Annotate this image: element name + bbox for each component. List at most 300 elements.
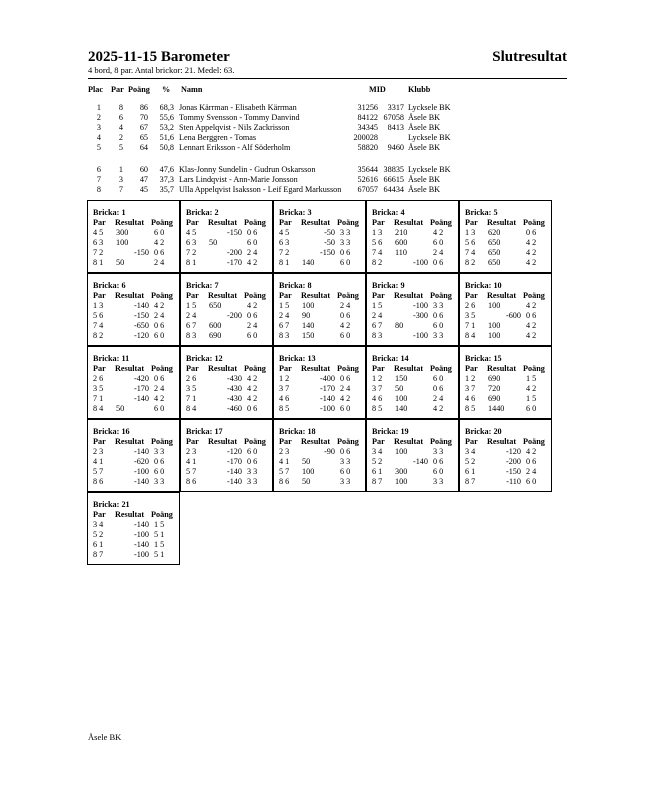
board-label: Bricka:	[465, 354, 492, 363]
board-points: 5 1	[154, 550, 165, 559]
event-summary: 4 bord, 8 par. Antal brickor: 21. Medel: 63.	[88, 65, 235, 75]
board-points: 3 3	[340, 457, 351, 466]
board-pair: 8 5	[279, 404, 290, 413]
board-pair: 7 4	[93, 321, 104, 330]
board-result-ew: -140	[133, 394, 149, 403]
board-pair: 4 6	[372, 394, 383, 403]
board-title	[465, 208, 498, 217]
result-pct: 53,2	[159, 123, 174, 132]
board-points: 2 4	[340, 384, 351, 393]
board-result-ns: 100	[116, 238, 129, 247]
board-result-ns: 650	[209, 301, 222, 310]
board-pair: 3 7	[279, 384, 290, 393]
board-points: 0 6	[340, 248, 351, 257]
board-2	[180, 200, 273, 273]
board-points: 1 5	[526, 374, 537, 383]
board-col-par: Par	[279, 364, 292, 373]
board-label: Bricka:	[279, 281, 306, 290]
board-pair: 1 3	[93, 301, 104, 310]
board-result-ns: 1440	[488, 404, 505, 413]
board-title	[372, 427, 409, 436]
result-plac: 4	[96, 133, 101, 142]
board-result-ew: -140	[133, 447, 149, 456]
board-col-par: Par	[279, 437, 292, 446]
board-points: 6 0	[526, 477, 537, 486]
board-points: 4 2	[526, 258, 537, 267]
board-result-ew: -50	[324, 238, 335, 247]
board-points: 4 2	[526, 238, 537, 247]
board-points: 2 4	[247, 321, 258, 330]
board-pair: 8 4	[186, 404, 197, 413]
board-label: Bricka:	[186, 208, 213, 217]
result-plac: 1	[96, 103, 101, 112]
board-col-points: Poäng	[151, 364, 173, 373]
result-klubb: Lycksele BK	[408, 133, 451, 142]
board-col-points: Poäng	[244, 218, 266, 227]
board-10	[459, 273, 552, 346]
board-pair: 8 6	[93, 477, 104, 486]
board-points: 6 0	[247, 331, 258, 340]
board-pair: 6 7	[279, 321, 290, 330]
results-header-2: Poäng	[128, 85, 150, 94]
board-pair: 7 2	[93, 248, 104, 257]
board-points: 4 2	[154, 238, 165, 247]
board-points: 0 6	[247, 228, 258, 237]
board-points: 0 6	[340, 447, 351, 456]
board-result-ew: -430	[226, 374, 242, 383]
result-klubb: Åsele BK	[408, 113, 441, 122]
board-result-ew: -100	[412, 301, 428, 310]
board-points: 0 6	[247, 311, 258, 320]
board-col-points: Poäng	[244, 364, 266, 373]
board-result-ns: 50	[116, 258, 125, 267]
result-pct: 35,7	[159, 185, 174, 194]
board-col-par: Par	[372, 364, 385, 373]
results-header-4: Namn	[181, 85, 203, 94]
board-pair: 4 5	[93, 228, 104, 237]
board-result-ns: 100	[395, 477, 408, 486]
board-result-ew: -170	[226, 258, 242, 267]
board-col-points: Poäng	[430, 291, 452, 300]
board-pair: 8 1	[186, 258, 197, 267]
board-16	[87, 419, 180, 492]
board-result-ew: -150	[133, 311, 149, 320]
board-result-ns: 100	[488, 331, 501, 340]
board-points: 3 3	[340, 477, 351, 486]
board-pair: 4 1	[93, 457, 104, 466]
board-col-result: Resultat	[394, 364, 424, 373]
board-col-points: Poäng	[337, 364, 359, 373]
board-points: 2 4	[433, 248, 444, 257]
board-col-result: Resultat	[301, 291, 331, 300]
board-result-ns: 50	[209, 238, 218, 247]
result-par: 7	[118, 185, 123, 194]
board-points: 0 6	[526, 311, 537, 320]
board-pair: 8 5	[372, 404, 383, 413]
board-pair: 5 7	[93, 467, 104, 476]
result-pct: 37,3	[159, 175, 174, 184]
board-result-ns: 90	[302, 311, 311, 320]
board-title	[372, 281, 405, 290]
board-6	[87, 273, 180, 346]
board-title	[93, 500, 130, 509]
board-result-ns: 650	[488, 248, 501, 257]
board-col-points: Poäng	[151, 510, 173, 519]
board-label: Bricka:	[372, 354, 399, 363]
board-result-ew: -100	[133, 467, 149, 476]
board-result-ew: -100	[133, 530, 149, 539]
board-pair: 8 7	[465, 477, 476, 486]
board-result-ew: -200	[505, 457, 521, 466]
result-namn: Ulla Appelqvist Isaksson - Leif Egard Markusson	[179, 185, 342, 194]
board-label: Bricka:	[372, 427, 399, 436]
board-points: 2 4	[433, 394, 444, 403]
board-col-par: Par	[465, 218, 478, 227]
board-pair: 6 1	[372, 467, 383, 476]
board-col-points: Poäng	[151, 437, 173, 446]
board-pair: 2 3	[93, 447, 104, 456]
board-result-ew: -140	[226, 477, 242, 486]
board-pair: 5 2	[465, 457, 476, 466]
board-number: 9	[398, 281, 405, 290]
board-result-ew: -150	[319, 248, 335, 257]
board-points: 4 2	[247, 258, 258, 267]
board-result-ew: -140	[133, 540, 149, 549]
board-col-par: Par	[93, 364, 106, 373]
board-pair: 7 4	[372, 248, 383, 257]
board-points: 0 6	[154, 321, 165, 330]
board-points: 6 0	[154, 331, 165, 340]
board-result-ew: -170	[133, 384, 149, 393]
board-points: 6 0	[340, 331, 351, 340]
board-number: 7	[212, 281, 219, 290]
board-col-par: Par	[186, 364, 199, 373]
board-result-ew: -120	[133, 331, 149, 340]
board-pair: 8 2	[93, 331, 104, 340]
board-pair: 8 5	[465, 404, 476, 413]
board-points: 6 0	[154, 404, 165, 413]
result-pct: 68,3	[159, 103, 174, 112]
board-3	[273, 200, 366, 273]
board-col-result: Resultat	[487, 291, 517, 300]
board-pair: 3 4	[465, 447, 476, 456]
board-col-result: Resultat	[301, 364, 331, 373]
board-pair: 3 4	[93, 520, 104, 529]
board-result-ew: -600	[505, 311, 521, 320]
board-points: 0 6	[247, 457, 258, 466]
result-mid2: 38835	[383, 165, 404, 174]
board-col-par: Par	[372, 218, 385, 227]
board-result-ns: 600	[209, 321, 222, 330]
board-points: 6 0	[433, 238, 444, 247]
board-title	[465, 427, 502, 436]
board-col-result: Resultat	[115, 291, 145, 300]
board-result-ew: -430	[226, 394, 242, 403]
board-number: 14	[398, 354, 409, 363]
board-label: Bricka:	[279, 354, 306, 363]
board-result-ew: -150	[133, 248, 149, 257]
board-result-ns: 50	[116, 404, 125, 413]
board-result-ns: 110	[395, 248, 407, 257]
board-col-result: Resultat	[301, 437, 331, 446]
result-poang: 70	[139, 113, 148, 122]
board-result-ns: 210	[395, 228, 408, 237]
board-col-par: Par	[279, 218, 292, 227]
board-col-result: Resultat	[487, 218, 517, 227]
board-number: 21	[119, 500, 130, 509]
board-title	[279, 427, 316, 436]
board-pair: 8 6	[279, 477, 290, 486]
board-points: 6 0	[526, 404, 537, 413]
board-number: 5	[491, 208, 498, 217]
board-pair: 6 7	[186, 321, 197, 330]
board-points: 0 6	[433, 311, 444, 320]
board-pair: 4 6	[279, 394, 290, 403]
result-par: 4	[118, 123, 123, 132]
board-points: 6 0	[340, 404, 351, 413]
board-number: 15	[491, 354, 502, 363]
result-mid2: 67058	[383, 113, 404, 122]
board-pair: 3 5	[465, 311, 476, 320]
board-pair: 3 5	[93, 384, 104, 393]
board-col-result: Resultat	[115, 364, 145, 373]
board-pair: 5 2	[93, 530, 104, 539]
board-pair: 8 7	[93, 550, 104, 559]
board-number: 3	[305, 208, 312, 217]
club-footer: Åsele BK	[88, 732, 122, 742]
board-label: Bricka:	[465, 281, 492, 290]
board-pair: 8 1	[279, 258, 290, 267]
board-points: 3 3	[247, 477, 258, 486]
board-points: 4 2	[526, 384, 537, 393]
result-poang: 60	[139, 165, 148, 174]
results-header-6: Klubb	[408, 85, 431, 94]
result-plac: 5	[96, 143, 101, 152]
result-poang: 64	[139, 143, 148, 152]
board-col-result: Resultat	[208, 364, 238, 373]
results-header-5: MID	[369, 85, 386, 94]
result-mid2: 66615	[383, 175, 404, 184]
results-header-1: Par	[111, 85, 124, 94]
result-mid1: 35644	[357, 165, 378, 174]
board-pair: 4 5	[279, 228, 290, 237]
board-pair: 5 6	[93, 311, 104, 320]
board-points: 0 6	[154, 457, 165, 466]
board-col-result: Resultat	[301, 218, 331, 227]
board-result-ns: 100	[488, 321, 501, 330]
page-title: 2025-11-15 Barometer	[88, 49, 230, 65]
board-col-result: Resultat	[394, 291, 424, 300]
board-points: 0 6	[433, 457, 444, 466]
board-points: 4 2	[247, 394, 258, 403]
board-col-par: Par	[279, 291, 292, 300]
board-pair: 2 6	[93, 374, 104, 383]
board-points: 4 2	[340, 394, 351, 403]
board-result-ew: -140	[319, 394, 335, 403]
board-13	[273, 346, 366, 419]
board-number: 1	[119, 208, 126, 217]
board-points: 6 0	[154, 228, 165, 237]
board-result-ns: 140	[302, 258, 315, 267]
result-mid1: 58820	[357, 143, 378, 152]
board-label: Bricka:	[186, 427, 213, 436]
board-17	[180, 419, 273, 492]
board-points: 6 0	[433, 467, 444, 476]
board-pair: 5 6	[465, 238, 476, 247]
result-plac: 7	[96, 175, 101, 184]
header-divider	[88, 78, 567, 79]
board-result-ns: 720	[488, 384, 501, 393]
board-number: 13	[305, 354, 316, 363]
board-label: Bricka:	[465, 208, 492, 217]
board-result-ns: 140	[302, 321, 315, 330]
board-result-ew: -140	[226, 467, 242, 476]
result-poang: 67	[139, 123, 148, 132]
board-label: Bricka:	[186, 354, 213, 363]
board-title	[279, 281, 312, 290]
board-result-ns: 150	[302, 331, 315, 340]
board-pair: 6 1	[465, 467, 476, 476]
board-points: 0 6	[247, 404, 258, 413]
board-label: Bricka:	[93, 354, 120, 363]
board-number: 4	[398, 208, 405, 217]
board-4	[366, 200, 459, 273]
result-plac: 3	[96, 123, 101, 132]
result-namn: Lennart Eriksson - Alf Söderholm	[179, 143, 291, 152]
board-result-ns: 600	[395, 238, 408, 247]
board-pair: 3 7	[465, 384, 476, 393]
board-points: 2 4	[526, 467, 537, 476]
board-result-ns: 300	[395, 467, 408, 476]
board-12	[180, 346, 273, 419]
board-points: 2 4	[154, 311, 165, 320]
board-points: 6 0	[340, 258, 351, 267]
board-col-result: Resultat	[487, 364, 517, 373]
board-pair: 8 2	[465, 258, 476, 267]
board-points: 0 6	[433, 384, 444, 393]
result-klubb: Åsele BK	[408, 143, 441, 152]
board-title	[186, 208, 219, 217]
result-par: 6	[118, 113, 123, 122]
board-pair: 2 6	[465, 301, 476, 310]
board-result-ew: -140	[133, 520, 149, 529]
board-points: 0 6	[526, 457, 537, 466]
board-result-ew: -150	[505, 467, 521, 476]
board-pair: 7 1	[465, 321, 476, 330]
board-title	[372, 354, 409, 363]
board-label: Bricka:	[186, 281, 213, 290]
board-result-ns: 50	[302, 457, 311, 466]
board-result-ns: 100	[395, 447, 408, 456]
board-col-result: Resultat	[487, 437, 517, 446]
board-points: 6 0	[247, 447, 258, 456]
board-pair: 5 6	[372, 238, 383, 247]
board-number: 20	[491, 427, 502, 436]
board-pair: 7 1	[93, 394, 104, 403]
result-namn: Lars Lindqvist - Ann-Marie Jonsson	[179, 175, 298, 184]
board-points: 0 6	[340, 374, 351, 383]
board-pair: 6 3	[93, 238, 104, 247]
board-pair: 4 6	[465, 394, 476, 403]
result-mid2: 9460	[387, 143, 404, 152]
result-par: 3	[118, 175, 123, 184]
board-pair: 8 3	[279, 331, 290, 340]
board-col-par: Par	[93, 218, 106, 227]
board-pair: 1 2	[279, 374, 290, 383]
board-col-points: Poäng	[337, 291, 359, 300]
result-mid1: 67057	[357, 185, 378, 194]
board-result-ns: 100	[488, 301, 501, 310]
board-number: 19	[398, 427, 409, 436]
board-result-ew: -50	[324, 228, 335, 237]
board-points: 2 4	[154, 258, 165, 267]
board-result-ew: -170	[226, 457, 242, 466]
board-col-points: Poäng	[337, 437, 359, 446]
board-points: 2 4	[247, 248, 258, 257]
result-type-label: Slutresultat	[492, 49, 567, 65]
board-pair: 1 5	[372, 301, 383, 310]
board-label: Bricka:	[279, 427, 306, 436]
board-result-ew: -110	[506, 477, 521, 486]
board-18	[273, 419, 366, 492]
board-col-points: Poäng	[151, 291, 173, 300]
board-pair: 7 2	[279, 248, 290, 257]
board-pair: 1 5	[279, 301, 290, 310]
board-points: 0 6	[433, 258, 444, 267]
board-points: 1 5	[154, 540, 165, 549]
board-result-ns: 620	[488, 228, 501, 237]
board-pair: 8 6	[186, 477, 197, 486]
board-points: 3 3	[247, 467, 258, 476]
board-points: 6 0	[340, 467, 351, 476]
result-klubb: Lycksele BK	[408, 103, 451, 112]
board-title	[279, 208, 312, 217]
board-result-ew: -200	[226, 248, 242, 257]
board-points: 0 6	[340, 311, 351, 320]
board-pair: 8 3	[186, 331, 197, 340]
board-points: 6 0	[154, 467, 165, 476]
board-pair: 1 3	[372, 228, 383, 237]
board-result-ns: 650	[488, 238, 501, 247]
board-8	[273, 273, 366, 346]
board-pair: 2 4	[186, 311, 197, 320]
board-points: 3 3	[433, 301, 444, 310]
board-points: 0 6	[154, 374, 165, 383]
result-plac: 6	[96, 165, 101, 174]
board-result-ew: -100	[412, 331, 428, 340]
result-namn: Jonas Kärrman - Elisabeth Kärrman	[179, 103, 297, 112]
board-points: 6 0	[247, 238, 258, 247]
board-pair: 6 3	[186, 238, 197, 247]
board-result-ew: -120	[505, 447, 521, 456]
board-pair: 2 4	[279, 311, 290, 320]
board-result-ns: 50	[302, 477, 311, 486]
board-number: 18	[305, 427, 316, 436]
board-points: 2 4	[154, 384, 165, 393]
board-title	[93, 427, 130, 436]
result-poang: 86	[139, 103, 148, 112]
board-col-result: Resultat	[394, 218, 424, 227]
board-result-ns: 650	[488, 258, 501, 267]
board-11	[87, 346, 180, 419]
board-5	[459, 200, 552, 273]
board-result-ns: 50	[395, 384, 404, 393]
board-points: 4 2	[433, 228, 444, 237]
result-par: 5	[118, 143, 123, 152]
board-15	[459, 346, 552, 419]
result-mid1: 34345	[357, 123, 378, 132]
board-pair: 8 4	[93, 404, 104, 413]
